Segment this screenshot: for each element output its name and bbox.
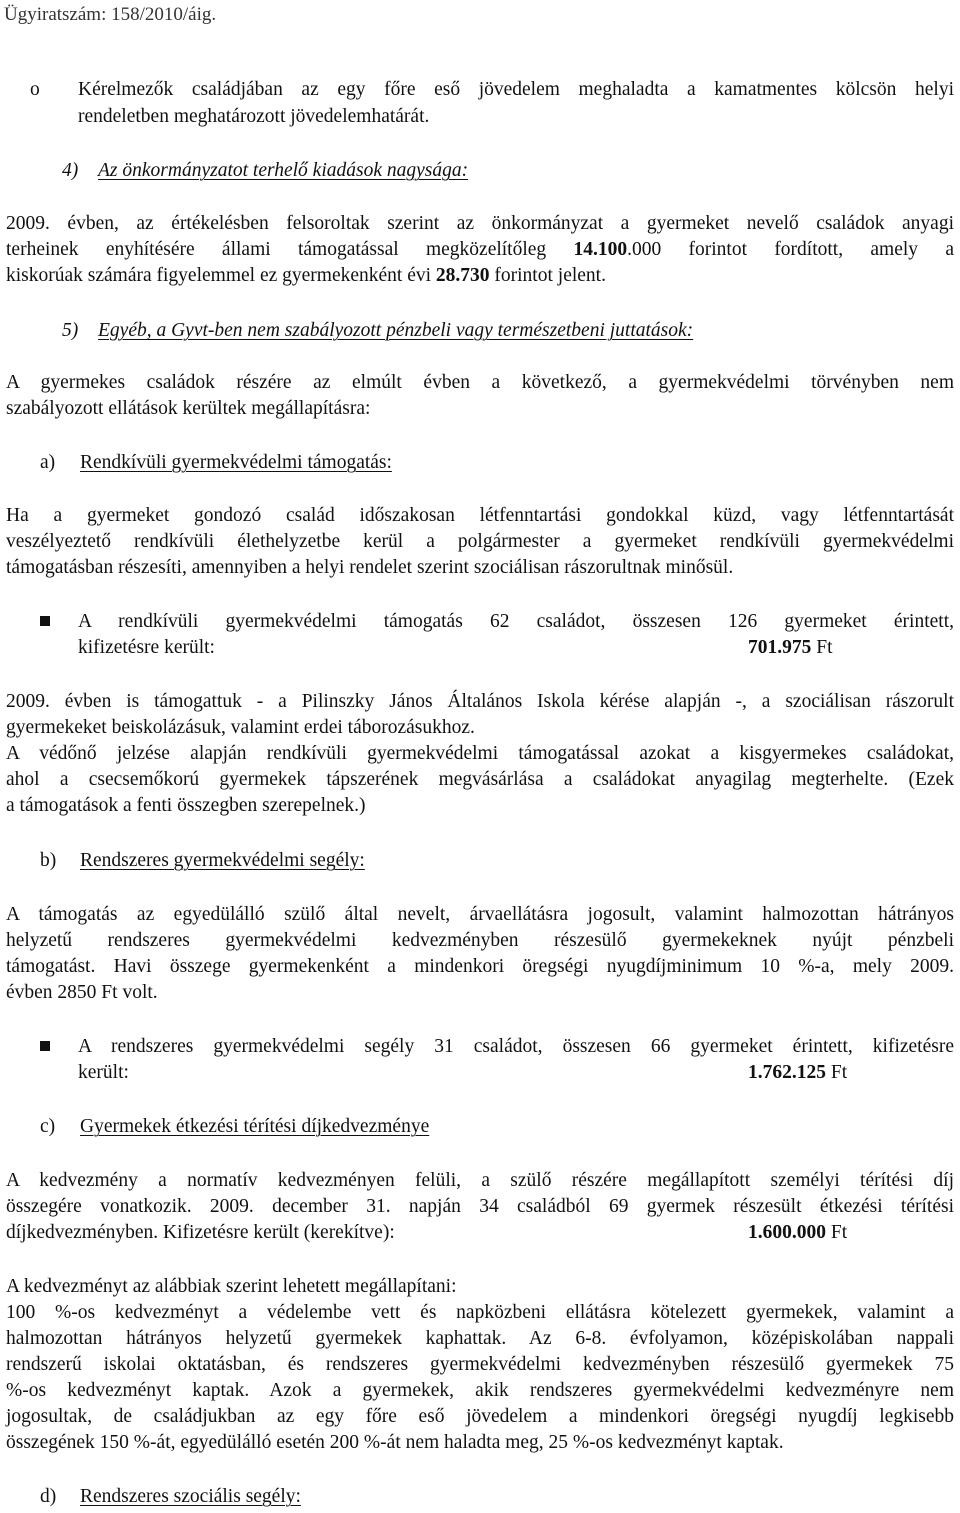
text-segment: forintot jelent. [494,265,606,286]
section-5-paragraph-line-2: szabályozott ellátások kerültek megállapításra: [6,398,371,419]
section-4-paragraph-line-2 [6,237,954,263]
bold-amount: 28.730 [435,265,490,286]
subsection-c-paragraph-line-3: díjkedvezményben. Kifizetésre került (kerekítve): [6,1222,395,1243]
subsection-a-label: a) [40,452,56,473]
amount-value: 701.975 [748,637,812,658]
subsection-b-paragraph-line-2: helyzetű rendszeres gyermekvédelmi kedvezményben részesülő gyermekeknek nyújt pénzbeli [6,930,954,951]
subsection-c-paragraph-line-2: összegére vonatkozik. 2009. december 31. napján 34 családból 69 gyermek részesült étkezési térítési [6,1196,954,1217]
subsection-a-paragraph-line-2: veszélyeztető rendkívüli élethelyzetbe kerül a polgármester a gyermeket rendkívüli gyermekvédelmi [6,531,954,552]
subsection-b-bullet-line-1: A rendszeres gyermekvédelmi segély 31 családot, összesen 66 gyermeket érintett, kifizetésre [78,1036,954,1057]
section-4-paragraph-line-3 [6,263,954,289]
subsection-b-paragraph-line-3: támogatást. Havi összege gyermekenként a mindenkori öregségi nyugdíjminimum 10 %-a, mely 2009. [6,956,954,977]
amount-unit: Ft [830,1062,848,1083]
section-4-paragraph-line-1: 2009. évben, az értékelésben felsoroltak szerint az önkormányzat a gyermeket nevelő családok anyagi [6,213,954,234]
subsection-b-title: Rendszeres gyermekvédelmi segély: [80,850,365,871]
intro-line-2: rendeletben meghatározott jövedelemhatárát. [78,106,430,127]
subsection-b-paragraph-line-1: A támogatás az egyedülálló szülő által nevelt, árvaellátásra jogosult, valamint halmozottan hátrányos [6,904,954,925]
square-bullet-icon [40,616,50,626]
subsection-a-paragraph-line-1: Ha a gyermeket gondozó család időszakosan létfenntartási gondokkal küzd, vagy létfenntartását [6,505,954,526]
bold-amount: 14.100 [573,239,628,260]
subsection-d-title: Rendszeres szociális segély: [80,1486,301,1507]
subsection-a-paragraph2-line-1: 2009. évben is támogattuk - a Pilinszky János Általános Iskola kérése alapján -, a szociálisan rászorult [6,691,954,712]
subsection-c-paragraph2-line-6: jogosultak, de családjukban az egy főre eső jövedelem a mindenkori öregségi nyugdíj legkisebb [6,1406,954,1427]
amount-unit: Ft [816,637,833,658]
subsection-b-amount [748,1060,847,1086]
subsection-b-label: b) [40,850,57,871]
subsection-c-paragraph-line-1: A kedvezmény a normatív kedvezményen felüli, a szülő részére megállapított személyi térítési díj [6,1170,954,1191]
intro-line-1: Kérelmezők családjában az egy főre eső jövedelem meghaladta a kamatmentes kölcsön helyi [78,79,954,100]
subsection-a-paragraph3-line-3: a támogatások a fenti összegben szerepelnek.) [6,795,366,816]
section-4-number: 4) [62,160,79,181]
section-5-paragraph-line-1: A gyermekes családok részére az elmúlt évben a következő, a gyermekvédelmi törvényben nem [6,372,954,393]
amount-unit: Ft [830,1222,848,1243]
subsection-a-bullet-line-1: A rendkívüli gyermekvédelmi támogatás 62 családot, összesen 126 gyermeket érintett, [78,611,954,632]
subsection-c-paragraph2-line-3: halmozottan hátrányos helyzetű gyermekek kaphattak. Az 6-8. évfolyamon, középiskolában nappali [6,1328,954,1349]
section-5-number: 5) [62,320,79,341]
list-marker: o [30,79,40,100]
subsection-c-label: c) [40,1116,56,1137]
square-bullet-icon [40,1041,50,1051]
subsection-a-bullet-line-2: kifizetésre került: [78,637,215,658]
amount-value: 1.762.125 [748,1062,826,1083]
text-segment: terheinek enyhítésére állami támogatással megközelítőleg [6,239,547,260]
subsection-c-paragraph2-line-1: A kedvezményt az alábbiak szerint lehetett megállapítani: [6,1276,457,1297]
section-4-title: Az önkormányzatot terhelő kiadások nagysága: [98,160,469,181]
text-segment: kiskorúak számára figyelemmel ez gyermekenként évi [6,265,432,286]
subsection-a-title: Rendkívüli gyermekvédelmi támogatás: [80,452,392,473]
subsection-a-paragraph2-line-2: gyermekeket beiskolázásuk, valamint erdei táborozásukhoz. [6,717,475,738]
document-reference-number: Ügyiratszám: 158/2010/áig. [4,4,217,25]
subsection-c-paragraph2-line-5: %-os kedvezményt kaptak. Azok a gyermekek, akik rendszeres gyermekvédelmi kedvezményre nem [6,1380,954,1401]
subsection-b-bullet-line-2: került: [78,1062,129,1083]
subsection-c-paragraph2-line-7: összegének 150 %-át, egyedülálló esetén 200 %-át nem haladta meg, 25 %-os kedvezményt kaptak. [6,1432,784,1453]
subsection-a-paragraph3-line-1: A védőnő jelzése alapján rendkívüli gyermekvédelmi támogatással azokat a kisgyermekes családokat, [6,743,954,764]
subsection-b-paragraph-line-4: évben 2850 Ft volt. [6,982,158,1003]
section-5-title: Egyéb, a Gyvt-ben nem szabályozott pénzbeli vagy természetbeni juttatások: [98,320,694,341]
subsection-a-paragraph-line-3: támogatásban részesíti, amennyiben a helyi rendelet szerint szociálisan rászorultnak minősül. [6,557,734,578]
subsection-a-paragraph3-line-2: ahol a csecsemőkorú gyermekek tápszerének megvásárlása a családokat anyagilag megterhelte. (Ezek [6,769,954,790]
subsection-c-amount [748,1220,847,1246]
subsection-a-amount [748,635,833,661]
subsection-c-title: Gyermekek étkezési térítési díjkedvezménye [80,1116,430,1137]
subsection-c-paragraph2-line-2: 100 %-os kedvezményt a védelembe vett és napközbeni ellátásra kötelezett gyermekek, valamint a [6,1302,954,1323]
amount-value: 1.600.000 [748,1222,826,1243]
subsection-d-label: d) [40,1486,57,1507]
subsection-c-paragraph2-line-4: rendszerű iskolai oktatásban, és rendszeres gyermekvédelmi kedvezményben részesülő gyermekek 75 [6,1354,954,1375]
text-segment: .000 forintot fordított, amely a [627,239,954,260]
